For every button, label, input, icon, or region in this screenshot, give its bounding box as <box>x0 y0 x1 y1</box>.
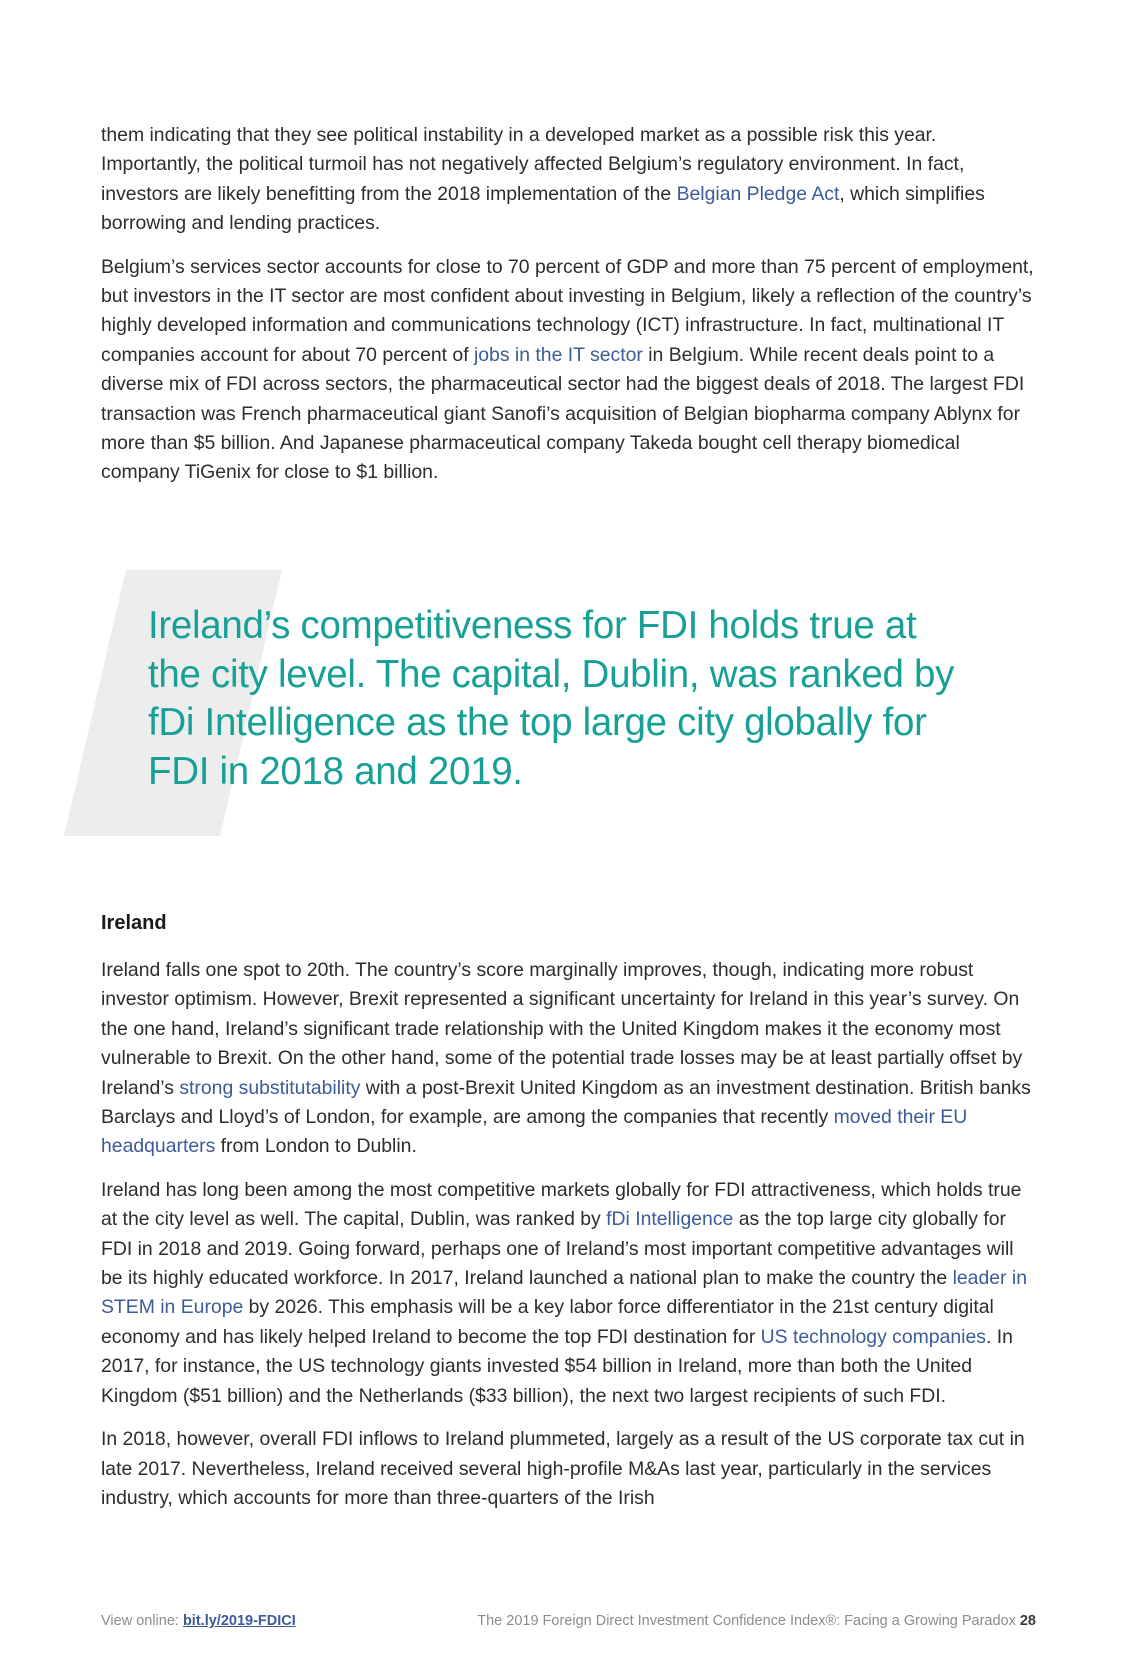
text-run: Belgium’s services sector accounts for close to 70 percent of GDP and more than 75 percent of employment, but investors in the IT sector are most confident about investing in Belgium, likely a reflection of the country’s highly developed information and communications technology (ICT) infrastructure. In fact, multinational IT companies account for about 70 percent of <box>101 255 1034 366</box>
text-run: by 2026. This emphasis will be a key labor force differentiator in the 21st century digital economy and has likely helped Ireland to become the top FDI destination for <box>101 1296 994 1348</box>
paragraph <box>101 121 1036 239</box>
section-heading-ireland: Ireland <box>101 912 167 934</box>
paragraph <box>101 956 1036 1162</box>
text-run: Ireland has long been among the most competitive markets globally for FDI attractiveness, which holds true at the city level as well. The capital, Dublin, was ranked by <box>101 1178 1022 1231</box>
footer-doc-info <box>477 1613 1036 1629</box>
paragraph <box>101 1425 1036 1513</box>
ireland-section <box>101 956 1036 1527</box>
text-run: , which simplifies borrowing and lending practices. <box>101 182 985 235</box>
inline-link[interactable]: leader in STEM in Europe <box>101 1267 1027 1319</box>
page-number: 28 <box>1019 1613 1036 1629</box>
inline-link[interactable]: strong substitutability <box>179 1076 361 1099</box>
footer-view-online-label: View online: <box>101 1613 183 1629</box>
inline-link[interactable]: moved their EU headquarters <box>101 1106 968 1158</box>
paragraph <box>101 253 1036 488</box>
text-run: with a post-Brexit United Kingdom as an investment destination. British banks Barclays and Lloyd’s of London, for example, are among the companies that recently <box>101 1076 1031 1129</box>
inline-link[interactable]: US technology companies <box>760 1325 986 1348</box>
text-run: from London to Dublin. <box>215 1135 417 1158</box>
paragraph <box>101 1176 1036 1411</box>
pull-quote-text: Ireland’s competitiveness for FDI holds true at the city level. The capital, Dublin, was ranked by fDi Intelligence as the top large city globally for FDI in 2018 and 2019. <box>148 604 955 793</box>
inline-link[interactable]: fDi Intelligence <box>606 1208 734 1231</box>
text-run: in Belgium. While recent deals point to a diverse mix of FDI across sectors, the pharmaceutical sector had the biggest deals of 2018. The largest FDI transaction was French pharmaceutical giant Sanofi’s acquisition of Belgian biopharma company Ablynx for more than $5 billion. And Japanese pharmaceutical company Takeda bought cell therapy biomedical company TiGenix for close to $1 billion. <box>101 343 1025 484</box>
text-run: as the top large city globally for FDI in 2018 and 2019. Going forward, perhaps one of Ireland’s most important competitive advantages will be its highly educated workforce. In 2017, Ireland launched a national plan to make the country the <box>101 1208 1014 1290</box>
inline-link[interactable]: jobs in the IT sector <box>473 343 643 366</box>
intro-section <box>101 121 1036 502</box>
text-run: . In 2017, for instance, the US technology giants invested $54 billion in Ireland, more than both the United Kingdom ($51 billion) and the Netherlands ($33 billion), the next two largest recipients of such FDI. <box>101 1325 1013 1407</box>
pull-quote <box>64 570 1004 836</box>
footer-view-online <box>101 1613 296 1629</box>
footer-view-online-link[interactable]: bit.ly/2019-FDICI <box>182 1613 296 1629</box>
text-run: In 2018, however, overall FDI inflows to Ireland plummeted, largely as a result of the US corporate tax cut in late 2017. Nevertheless, Ireland received several high-profile M&As last year, particularly in the services industry, which accounts for more than three-quarters of the Irish <box>101 1428 1025 1509</box>
text-run: Ireland falls one spot to 20th. The country’s score marginally improves, though, indicating more robust investor optimism. However, Brexit represented a significant uncertainty for Ireland in this year’s survey. On the one hand, Ireland’s significant trade relationship with the United Kingdom makes it the economy most vulnerable to Brexit. On the other hand, some of the potential trade losses may be at least partially offset by Ireland’s <box>101 959 1023 1099</box>
footer-doc-title: The 2019 Foreign Direct Investment Confidence Index®: Facing a Growing Paradox <box>477 1613 1016 1629</box>
inline-link[interactable]: Belgian Pledge Act <box>676 182 840 205</box>
page-footer <box>101 1613 1036 1635</box>
text-run: them indicating that they see political instability in a developed market as a possible risk this year. Importantly, the political turmoil has not negatively affected Belgium’s regulatory environment. In fact, investors are likely benefitting from the 2018 implementation of the <box>101 124 965 205</box>
